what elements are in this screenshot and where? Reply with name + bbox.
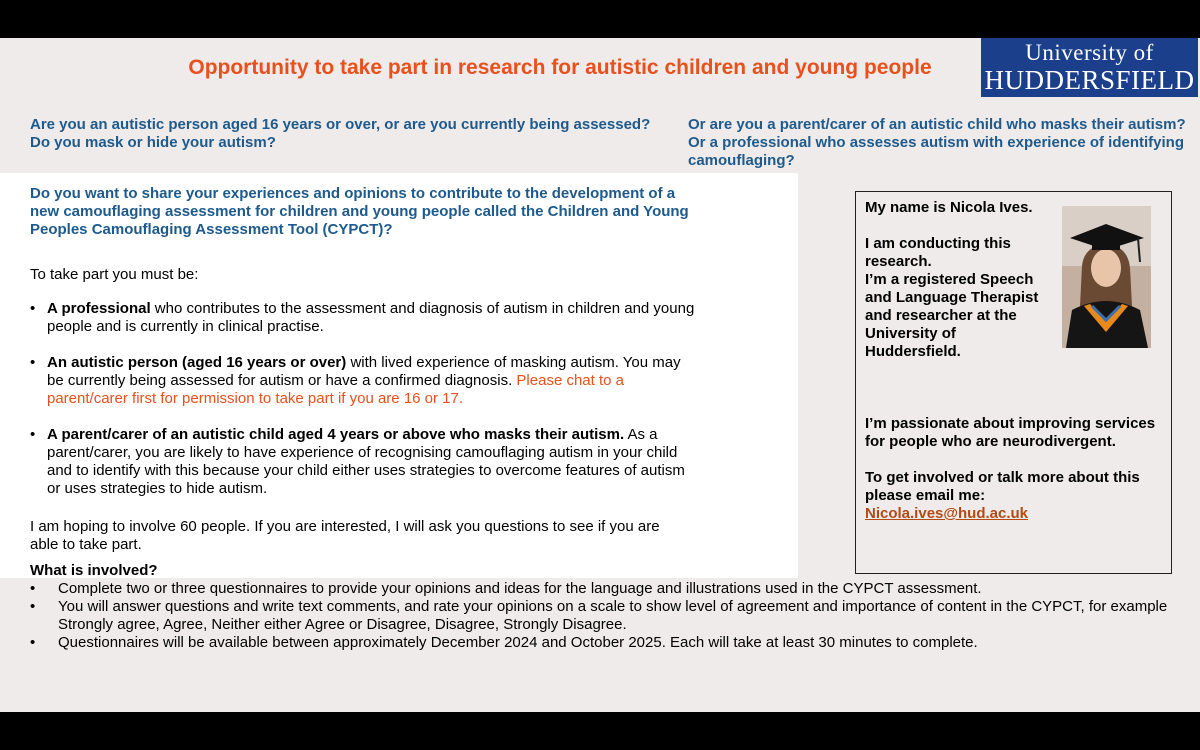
info-panel [0,173,798,578]
bio-name: My name is Nicola Ives. [865,199,1033,216]
bio-conducting: I am conducting this research. [865,235,1011,270]
criteria-text: who contributes to the assessment and diagnosis of autism in children and young people and is currently in clinical practise. [47,300,695,335]
involved-item [30,598,1195,634]
criteria-note: Please chat to a parent/carer first for permission to take part if you are 16 or 17. [47,372,624,407]
criteria-autistic-person [30,354,700,408]
bullet-icon: • [30,300,36,317]
criteria-bold: A professional [47,300,151,317]
eligibility-list [30,300,700,516]
bullet-icon: • [30,634,36,651]
involved-item [30,634,1195,652]
bio-spacer [865,379,1165,415]
logo-line-1: University of [1025,40,1154,65]
email-link[interactable]: Nicola.ives@hud.ac.uk [865,505,1029,522]
involved-item-text: You will answer questions and write text comments, and rate your opinions on a scale to show level of agreement and importance of content in the CYPCT, for example Strongly agree, Agree, Neither either Agree or Disagree, Disagree, Strongly Disagree. [58,598,1168,633]
criteria-parent-carer [30,426,700,498]
participants-note: I am hoping to involve 60 people. If you are interested, I will ask you questions to see if you are able to take part. [30,518,660,553]
criteria-professional [30,300,700,336]
logo-line-2: HUDDERSFIELD [984,65,1195,95]
involved-heading: What is involved? [30,562,158,579]
bullet-icon: • [30,580,36,597]
criteria-text: with lived experience of masking autism. You may be currently being assessed for autism or have a confirmed diagnosis. [47,354,681,389]
bio-passion: I’m passionate about improving services for people who are neurodivergent. [865,415,1156,450]
involved-list [30,580,1195,652]
researcher-bio [855,191,1172,574]
intro-text: Do you want to share your experiences and opinions to contribute to the development of a new camouflaging assessment for children and young people called the Children and Young Peoples Camouflaging Assessment Tool (CYPCT)? [30,185,689,238]
criteria-bold: An autistic person (aged 16 years or over) [47,354,347,371]
criteria-bold: A parent/carer of an autistic child aged 4 years or above who masks their autism. [47,426,625,443]
bullet-icon: • [30,598,36,615]
bullet-icon: • [30,426,36,443]
question-right: Or are you a parent/carer of an autistic child who masks their autism? Or a professional who assesses autism with experience of identifying camouflaging? [688,116,1186,169]
university-logo [981,38,1198,97]
bio-text [865,199,1165,523]
bio-role: I’m a registered Speech and Language Therapist and researcher at the University of Huddersfield. [865,271,1039,360]
criteria-text: As a parent/carer, you are likely to have experience of recognising camouflaging autism in your child and to identify with this because your child either uses strategies to overcome features of autism or uses strategies to hide autism. [47,426,685,497]
eligibility-label: To take part you must be: [30,266,199,283]
bullet-icon: • [30,354,36,371]
bio-contact: To get involved or talk more about this please email me: [865,469,1140,504]
involved-item-text: Questionnaires will be available between approximately December 2024 and October 2025. Each will take at least 30 minutes to complete. [58,634,978,651]
involved-item-text: Complete two or three questionnaires to provide your opinions and ideas for the language and illustrations used in the CYPCT assessment. [58,580,982,597]
slide [0,38,1200,712]
involved-item [30,580,1195,598]
question-left: Are you an autistic person aged 16 years or over, or are you currently being assessed? Do you mask or hide your autism? [30,116,651,151]
page-title: Opportunity to take part in research for autistic children and young people [188,56,932,79]
